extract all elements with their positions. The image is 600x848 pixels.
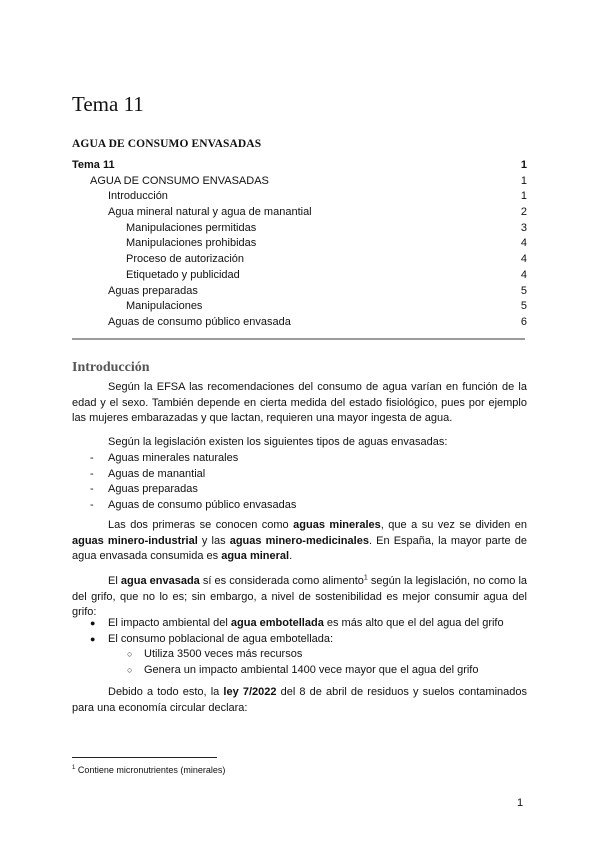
- toc-entry[interactable]: [72, 268, 527, 284]
- document-subtitle: AGUA DE CONSUMO ENVASADAS: [72, 138, 262, 150]
- footnote-divider: [72, 757, 217, 758]
- toc-entry-label: Aguas de consumo público envasada: [108, 315, 291, 328]
- toc-entry[interactable]: [72, 252, 527, 268]
- list-item: - Aguas de manantial: [72, 467, 296, 483]
- types-intro-paragraph: Según la legislación existen los siguientes tipos de aguas envasadas:: [108, 436, 448, 448]
- circle-marker: ○: [127, 664, 133, 675]
- dash-marker: -: [90, 452, 94, 464]
- toc-entry-label: Agua mineral natural y agua de manantial: [108, 206, 312, 219]
- toc-entry[interactable]: [72, 315, 527, 331]
- toc-entry[interactable]: [72, 158, 527, 174]
- mineral-waters-paragraph: Las dos primeras se conocen como aguas minerales, que a su vez se dividen en aguas minero-industrial y las aguas minero-medicinales. En España, la mayor parte de agua envasada consumida es agua mineral.: [72, 519, 527, 563]
- dash-marker: -: [90, 498, 94, 511]
- toc-entry-page: 4: [520, 268, 527, 281]
- page-number: 1: [517, 797, 524, 809]
- dash-marker: -: [90, 467, 94, 480]
- toc-entry-page: 1: [520, 159, 527, 171]
- toc-entry-page: 1: [520, 174, 527, 187]
- toc-entry[interactable]: [72, 236, 527, 252]
- water-types-list: [72, 451, 296, 513]
- list-item: - Aguas de consumo público envasadas: [72, 498, 296, 514]
- toc-entry-label: Manipulaciones: [126, 300, 203, 313]
- table-of-contents: [72, 158, 527, 331]
- toc-entry-page: 5: [520, 284, 527, 297]
- toc-entry[interactable]: [72, 174, 527, 190]
- toc-divider: [72, 338, 525, 340]
- toc-entry[interactable]: [72, 284, 527, 300]
- section-heading-introduccion: Introducción: [72, 360, 150, 375]
- toc-entry-label: Manipulaciones prohibidas: [126, 237, 257, 250]
- footnote: $^1$ Contiene micronutrientes (minerales): [72, 765, 226, 775]
- bullet-marker: ●: [90, 633, 96, 644]
- list-item: ● El impacto ambiental del agua embotellada es más alto que el del agua del grifo: [72, 616, 504, 632]
- toc-entry-label: Aguas preparadas: [108, 284, 198, 297]
- sub-list-item: ○ Utiliza 3500 veces más recursos: [72, 647, 504, 663]
- toc-entry-page: 4: [520, 237, 527, 250]
- toc-entry[interactable]: [72, 205, 527, 221]
- toc-entry-label: Manipulaciones permitidas: [126, 221, 257, 234]
- law-paragraph: Debido a todo esto, la ley 7/2022 del 8 de abril de residuos y suelos contaminados para una economía circular declara:: [72, 686, 528, 714]
- toc-entry-label: Introducción: [108, 190, 168, 203]
- list-item: - Aguas preparadas: [72, 482, 296, 498]
- impact-list: [72, 616, 504, 678]
- toc-entry-page: 5: [520, 300, 527, 313]
- toc-entry-page: 2: [520, 206, 527, 219]
- toc-entry-page: 4: [520, 253, 527, 266]
- toc-entry-label: Tema 11: [72, 159, 115, 171]
- footnote-reference[interactable]: 1: [363, 574, 368, 582]
- dash-marker: -: [90, 483, 94, 496]
- bullet-marker: ●: [90, 618, 96, 628]
- page-title: Tema 11: [72, 92, 144, 116]
- toc-entry-page: 6: [520, 315, 527, 328]
- toc-entry[interactable]: [72, 221, 527, 237]
- toc-entry-label: Proceso de autorización: [126, 253, 245, 266]
- toc-entry-page: 1: [520, 190, 527, 203]
- circle-marker: ○: [127, 649, 133, 660]
- toc-entry[interactable]: [72, 299, 527, 315]
- toc-entry-label: Etiquetado y publicidad: [126, 268, 240, 281]
- toc-entry[interactable]: [72, 189, 527, 205]
- sub-list-item: ○ Genera un impacto ambiental 1400 vece mayor que el agua del grifo: [72, 663, 504, 679]
- toc-entry-label: AGUA DE CONSUMO ENVASADAS: [90, 174, 269, 187]
- bottled-water-paragraph: El agua envasada sí es considerada como alimento$^1$ según la legislación, no como la del grifo, que no lo es; sin embargo, a nivel de sostenibilidad es mejor consumir agua del grifo:: [72, 574, 528, 619]
- toc-entry-page: 3: [520, 221, 527, 234]
- list-item: - Aguas minerales naturales: [72, 451, 296, 467]
- list-item: ● El consumo poblacional de agua embotellada:: [72, 632, 504, 648]
- intro-paragraph: Según la EFSA las recomendaciones del consumo de agua varían en función de la edad y el sexo. También depende en cierta medida del estado fisiológico, pues por ejemplo las mujeres embarazadas y que lactan, requieren una mayor ingesta de agua.: [72, 381, 527, 425]
